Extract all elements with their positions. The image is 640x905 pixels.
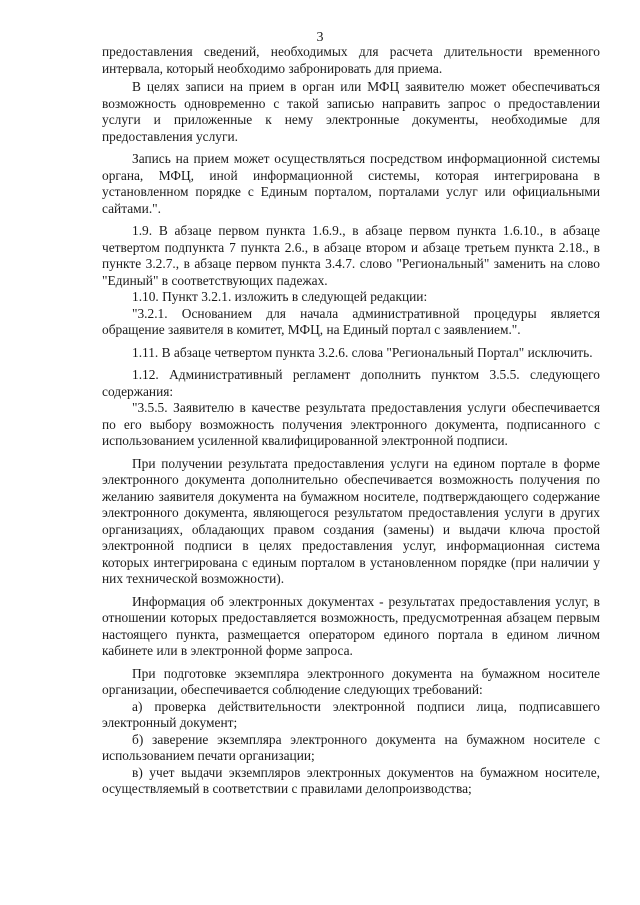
paragraph: 1.11. В абзаце четвертом пункта 3.2.6. слова "Региональный Портал" исключить. [132,344,593,360]
paragraph: Запись на прием может осуществляться посредством информационной системы органа, МФЦ, иной информационной системы, которая интегрирована в установленном порядке с Единым порталом, порталами услуг или официальными сайтами.". [102,151,600,216]
page-number: 3 [316,30,324,45]
paragraph: "3.2.1. Основанием для начала административной процедуры является обращение заявителя в комитет, МФЦ, на Единый портал с заявлением.". [102,305,600,337]
paragraph: предоставления сведений, необходимых для расчета длительности временного интервала, который необходимо забронировать для приема. [102,44,600,76]
paragraph: 1.12. Административный регламент дополнить пунктом 3.5.5. следующего содержания: [102,367,600,399]
paragraph: в) учет выдачи экземпляров электронных документов на бумажном носителе, осуществляемый в соответствии с правилами делопроизводства; [102,764,600,796]
document-body [102,44,600,798]
paragraph: "3.5.5. Заявителю в качестве результата предоставления услуги обеспечивается по его выбору возможность получения электронного документа, подписанного с использованием усиленной квалифицированной электронной подписи. [102,400,600,448]
paragraph: б) заверение экземпляра электронного документа на бумажном носителе с использованием печати организации; [102,731,600,763]
paragraph: Информация об электронных документах - результатах предоставления услуг, в отношении которых предоставляется возможность, предусмотренная абзацем первым настоящего пункта, размещается оператором единого портала в едином личном кабинете или в электронной форме запроса. [102,593,600,658]
paragraph: 1.10. Пункт 3.2.1. изложить в следующей редакции: [132,289,428,304]
paragraph: В целях записи на прием в орган или МФЦ заявителю может обеспечиваться возможность одновременно с такой записью направить запрос о предоставлении услуги и приложенные к нему электронные документы, необходимые для предоставления услуги. [102,79,600,144]
paragraph: При получении результата предоставления услуги на едином портале в форме электронного документа дополнительно обеспечивается возможность получения по желанию заявителя документа на бумажном носителе, подтверждающего содержание электронного документа, являющегося результатом предоставления услуги в других организациях, обладающих правом создания (замены) и выдачи ключа простой электронной подписи в целях предоставления услуг, информационная система которых интегрирована с единым порталом в установленном порядке (при наличии у них технической возможности). [102,455,600,586]
paragraph: 1.9. В абзаце первом пункта 1.6.9., в абзаце первом пункта 1.6.10., в абзаце четвертом подпункта 7 пункта 2.6., в абзаце втором и абзаце третьем пункта 2.18., в пункте 3.2.7., в абзаце первом пункта 3.4.7. слово "Региональный" заменить на слово "Единый" в соответствующих падежах. [102,223,600,288]
paragraph: При подготовке экземпляра электронного документа на бумажном носителе организации, обеспечивается соблюдение следующих требований: [102,665,600,697]
paragraph: а) проверка действительности электронной подписи лица, подписавшего электронный документ; [102,698,600,730]
